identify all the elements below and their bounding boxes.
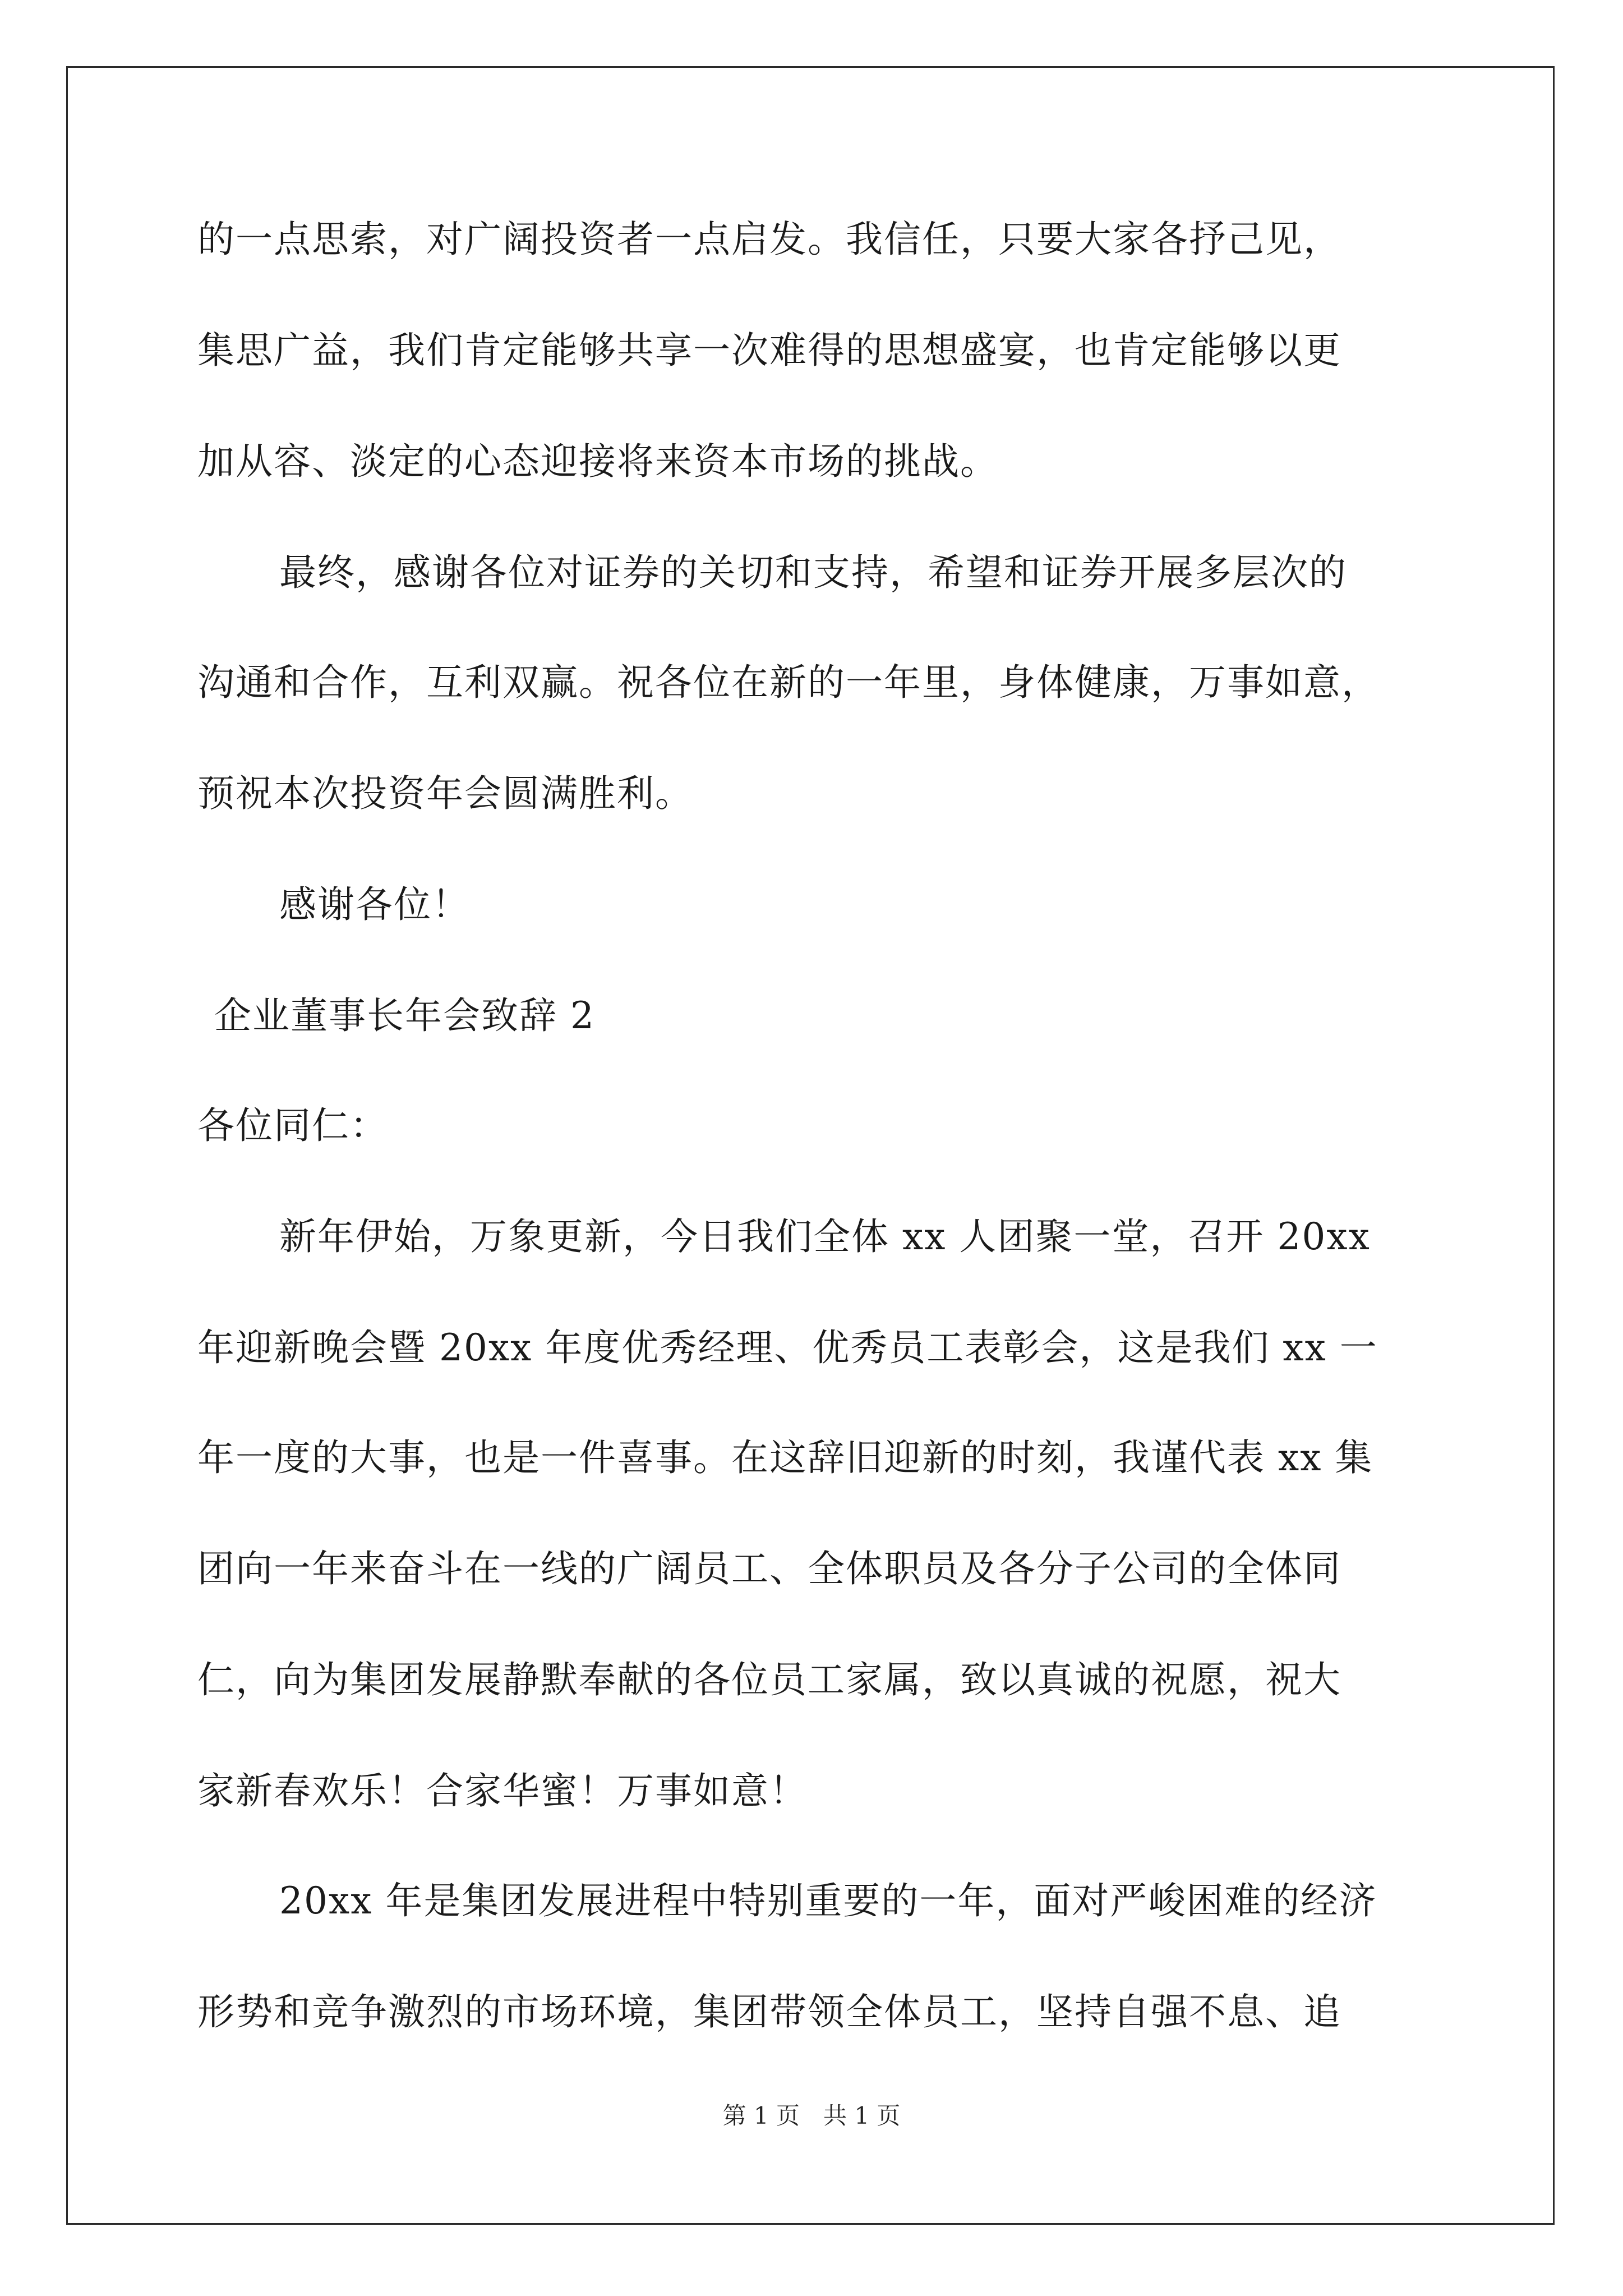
page-number: 第 1 页 共 1 页 (722, 2102, 901, 2129)
text-line: 仁，向为集团发展静默奉献的各位员工家属，致以真诚的祝愿，祝大 (197, 1658, 1341, 1701)
text-line: 的一点思索，对广阔投资者一点启发。我信任，只要大家各抒己见， (197, 218, 1341, 261)
text-line: 形势和竞争激烈的市场环境，集团带领全体员工，坚持自强不息、追 (197, 1990, 1341, 2033)
paragraph-start: 新年伊始，万象更新，今日我们全体 xx 人团聚一堂，召开 20xx (279, 1215, 1371, 1258)
text-line: 预祝本次投资年会圆满胜利。 (197, 772, 693, 815)
text-line: 家新春欢乐！合家华蜜！万事如意！ (197, 1769, 808, 1812)
text-line: 集思广益，我们肯定能够共享一次难得的思想盛宴，也肯定能够以更 (197, 329, 1341, 372)
text-line: 团向一年来奋斗在一线的广阔员工、全体职员及各分子公司的全体同 (197, 1547, 1341, 1590)
paragraph-start: 20xx 年是集团发展进程中特别重要的一年，面对严峻困难的经济 (279, 1879, 1377, 1922)
section-heading: 企业董事长年会致辞 2 (214, 994, 595, 1037)
text-line: 年迎新晚会暨 20xx 年度优秀经理、优秀员工表彰会，这是我们 xx 一 (197, 1326, 1378, 1369)
text-line: 年一度的大事，也是一件喜事。在这辞旧迎新的时刻，我谨代表 xx 集 (197, 1436, 1373, 1479)
paragraph-start: 最终，感谢各位对证券的关切和支持，希望和证券开展多层次的 (279, 551, 1347, 594)
closing-thanks: 感谢各位！ (279, 883, 470, 926)
text-line: 加从容、淡定的心态迎接将来资本市场的挑战。 (197, 440, 998, 483)
text-line: 沟通和合作，互利双赢。祝各位在新的一年里，身体健康，万事如意， (197, 661, 1380, 704)
salutation: 各位同仁： (197, 1104, 388, 1147)
